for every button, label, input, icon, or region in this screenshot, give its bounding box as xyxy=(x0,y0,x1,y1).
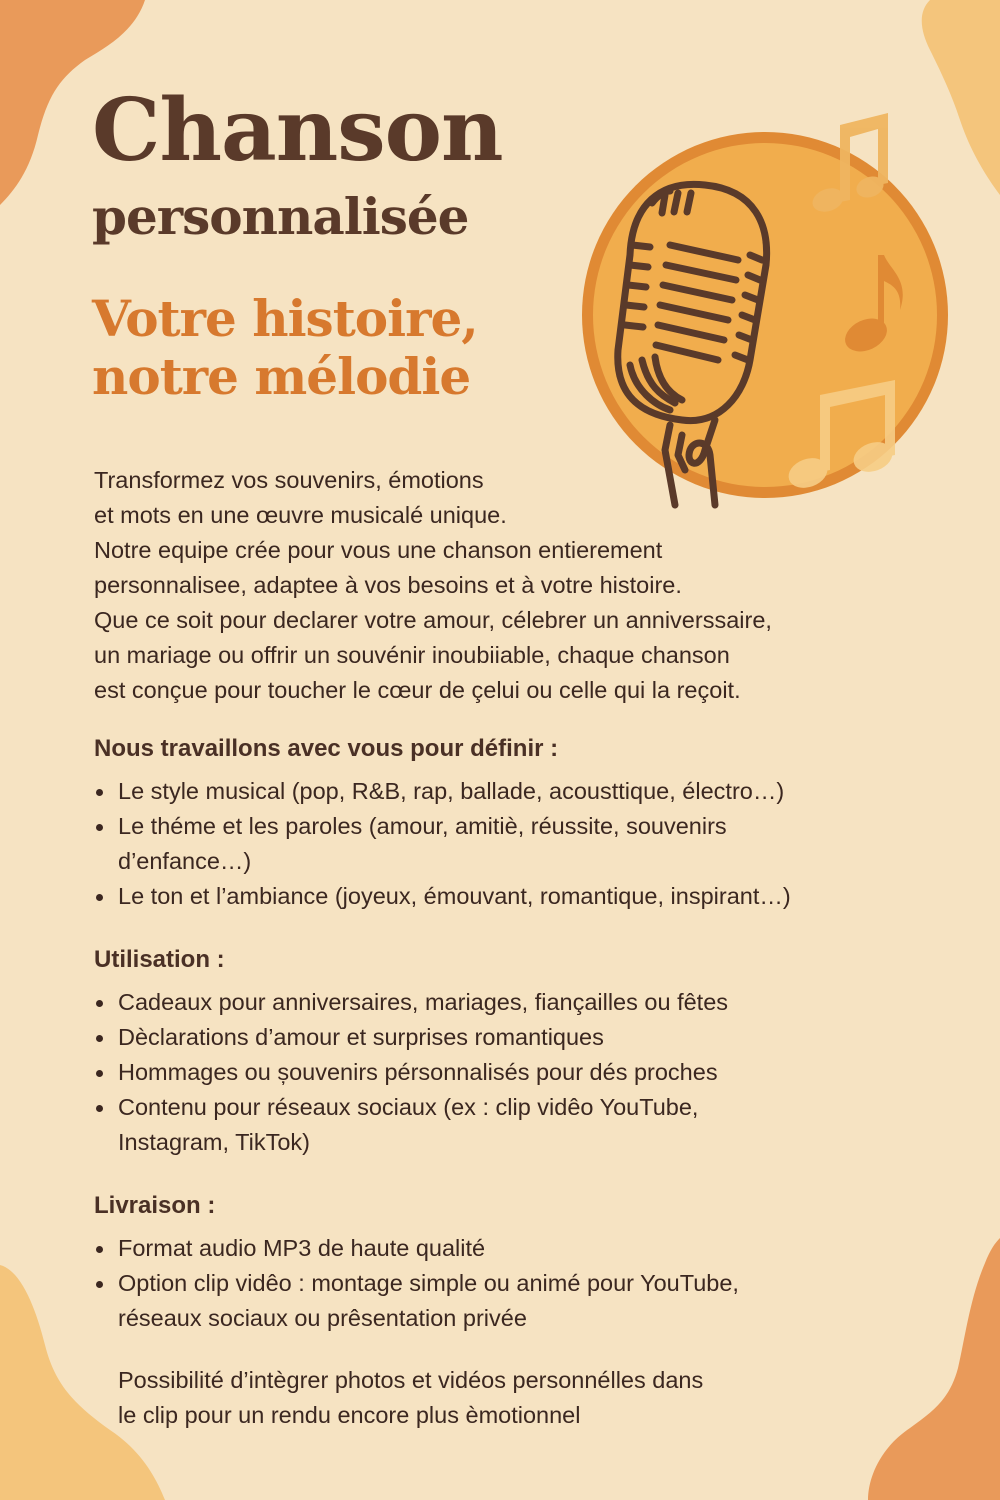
intro-line: Que ce soit pour declarer votre amour, célebrer un anniverssaire, xyxy=(94,607,772,633)
list-item: Contenu pour réseaux sociaux (ex : clip vidêo YouTube, Instagram, TikTok) xyxy=(94,1090,934,1160)
section-heading: Nous travaillons avec vous pour définir : xyxy=(94,735,559,762)
intro-line: Notre equipe crée pour vous une chanson entierement xyxy=(94,537,663,563)
note-line: le clip pour un rendu encore plus èmotionnel xyxy=(118,1402,581,1428)
note-line: Possibilité d’intègrer photos et vidéos personnélles dans xyxy=(118,1367,704,1393)
tagline xyxy=(92,290,478,406)
tagline-line: notre mélodie xyxy=(92,347,471,406)
utilisation-list xyxy=(94,985,934,1160)
closing-note xyxy=(118,1363,703,1433)
page-title: Chanson xyxy=(92,80,503,181)
section-definition xyxy=(94,734,934,914)
livraison-list xyxy=(94,1231,934,1336)
intro-line: Transformez vos souvenirs, émotions xyxy=(94,467,484,493)
intro-paragraph xyxy=(94,463,924,708)
intro-line: et mots en une œuvre musicalé unique. xyxy=(94,502,507,528)
section-heading: Utilisation : xyxy=(94,946,225,973)
list-item: Le style musical (pop, R&B, rap, ballade, acousttique, électro…) xyxy=(94,774,934,809)
intro-line: personnalisee, adaptee à vos besoins et à votre histoire. xyxy=(94,572,682,598)
list-item: Le ton et l’ambiance (joyeux, émouvant, romantique, inspirant…) xyxy=(94,879,934,914)
page-subtitle: personnalisée xyxy=(92,187,469,246)
list-item: Format audio MP3 de haute qualité xyxy=(94,1231,934,1266)
intro-line: un mariage ou offrir un souvénir inoubiiable, chaque chanson xyxy=(94,642,730,668)
section-heading: Livraison : xyxy=(94,1192,216,1219)
list-item: Dèclarations d’amour et surprises romantiques xyxy=(94,1020,934,1055)
microphone-emblem xyxy=(570,95,960,515)
definition-list xyxy=(94,774,934,914)
list-item: Hommages ou șouvenirs pérsonnalisés pour dés proches xyxy=(94,1055,934,1090)
tagline-line: Votre histoire, xyxy=(92,289,478,348)
section-livraison xyxy=(94,1191,934,1336)
list-item: Le théme et les paroles (amour, amitiè, réussite, souvenirs d’enfance…) xyxy=(94,809,934,879)
section-utilisation xyxy=(94,945,934,1160)
list-item: Cadeaux pour anniversaires, mariages, fiançailles ou fêtes xyxy=(94,985,934,1020)
intro-line: est conçue pour toucher le cœur de çelui ou celle qui la reçoit. xyxy=(94,677,741,703)
list-item: Option clip vidêo : montage simple ou animé pour YouTube, réseaux sociaux ou prêsentation privée xyxy=(94,1266,934,1336)
